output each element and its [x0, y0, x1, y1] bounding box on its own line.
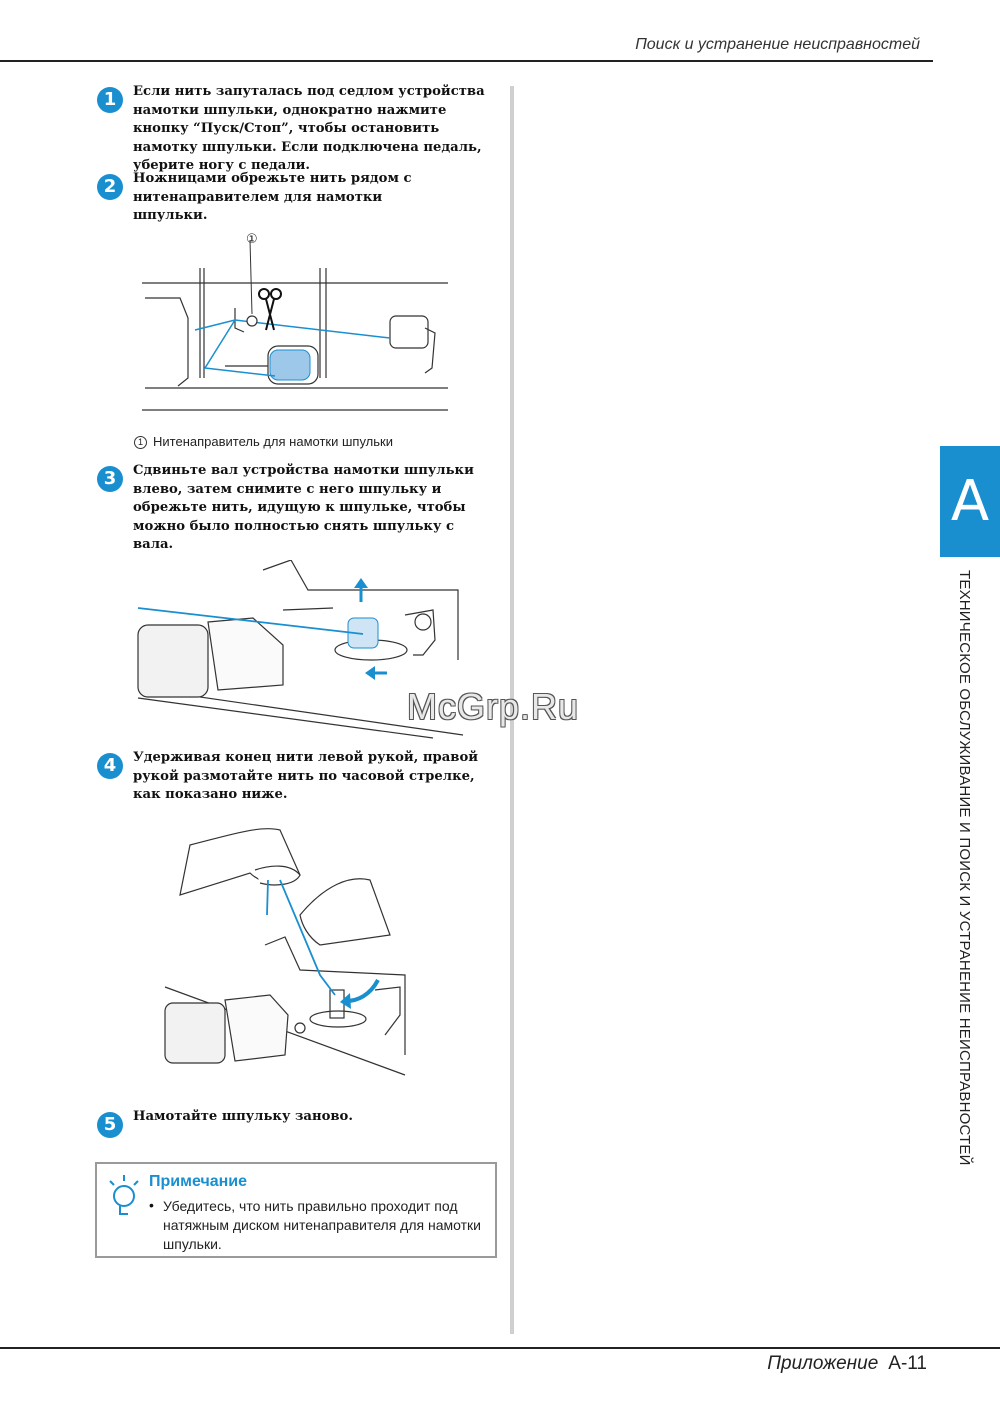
page-number: A-11 [888, 1353, 927, 1374]
section-tab[interactable]: A [940, 446, 1000, 557]
footer [767, 1353, 927, 1375]
step-1-text: Если нить запуталась под седлом устройства намотки шпульки, однократно нажмите кнопку “Пуск/Стоп”, чтобы остановить намотку шпульки. Если подключена педаль, уберите ногу с педали. [133, 84, 485, 173]
arrow-left-icon [365, 666, 387, 680]
step-4-text: Удерживая конец нити левой рукой, правой рукой размотайте нить по часовой стрелке, как показано ниже. [133, 750, 479, 802]
header-rule [0, 60, 933, 62]
watermark: McGrp.Ru [407, 686, 580, 727]
lightbulb-icon [104, 1172, 144, 1222]
caption-text: Нитенаправитель для намотки шпульки [153, 434, 393, 449]
section-tab-label: ТЕХНИЧЕСКОЕ ОБСЛУЖИВАНИЕ И ПОИСК И УСТРАНЕНИЕ НЕИСПРАВНОСТЕЙ [956, 570, 973, 1166]
note-bullet: • [149, 1197, 154, 1213]
step-3-number: 3 [97, 466, 123, 492]
figure-1-callout: ① [246, 232, 258, 247]
step-2-number: 2 [97, 174, 123, 200]
figure-1-caption [134, 434, 393, 449]
step-5-text: Намотайте шпульку заново. [133, 1109, 353, 1124]
footer-section: Приложение [767, 1353, 879, 1374]
step-4-number: 4 [97, 753, 123, 779]
step-2-text: Ножницами обрежьте нить рядом с нитенаправителем для намотки шпульки. [133, 171, 412, 223]
step-3-text: Сдвиньте вал устройства намотки шпульки влево, затем снимите с него шпульку и обрежьте нить, идущую к шпульке, чтобы можно было полностью снять шпульку с вала. [133, 463, 474, 552]
curved-arrow-icon [340, 980, 378, 1009]
step-5-number: 5 [97, 1112, 123, 1138]
footer-rule [0, 1347, 1000, 1349]
note-text: Убедитесь, что нить правильно проходит под натяжным диском нитенаправителя для намотки шпульки. [163, 1198, 481, 1252]
note-title: Примечание [149, 1173, 248, 1190]
figure-cut-thread-illustration [140, 228, 455, 423]
page-header-title: Поиск и устранение неисправностей [635, 36, 920, 53]
step-1-number: 1 [97, 87, 123, 113]
figure-unwind-thread-illustration [160, 825, 410, 1085]
caption-number: 1 [134, 436, 147, 449]
